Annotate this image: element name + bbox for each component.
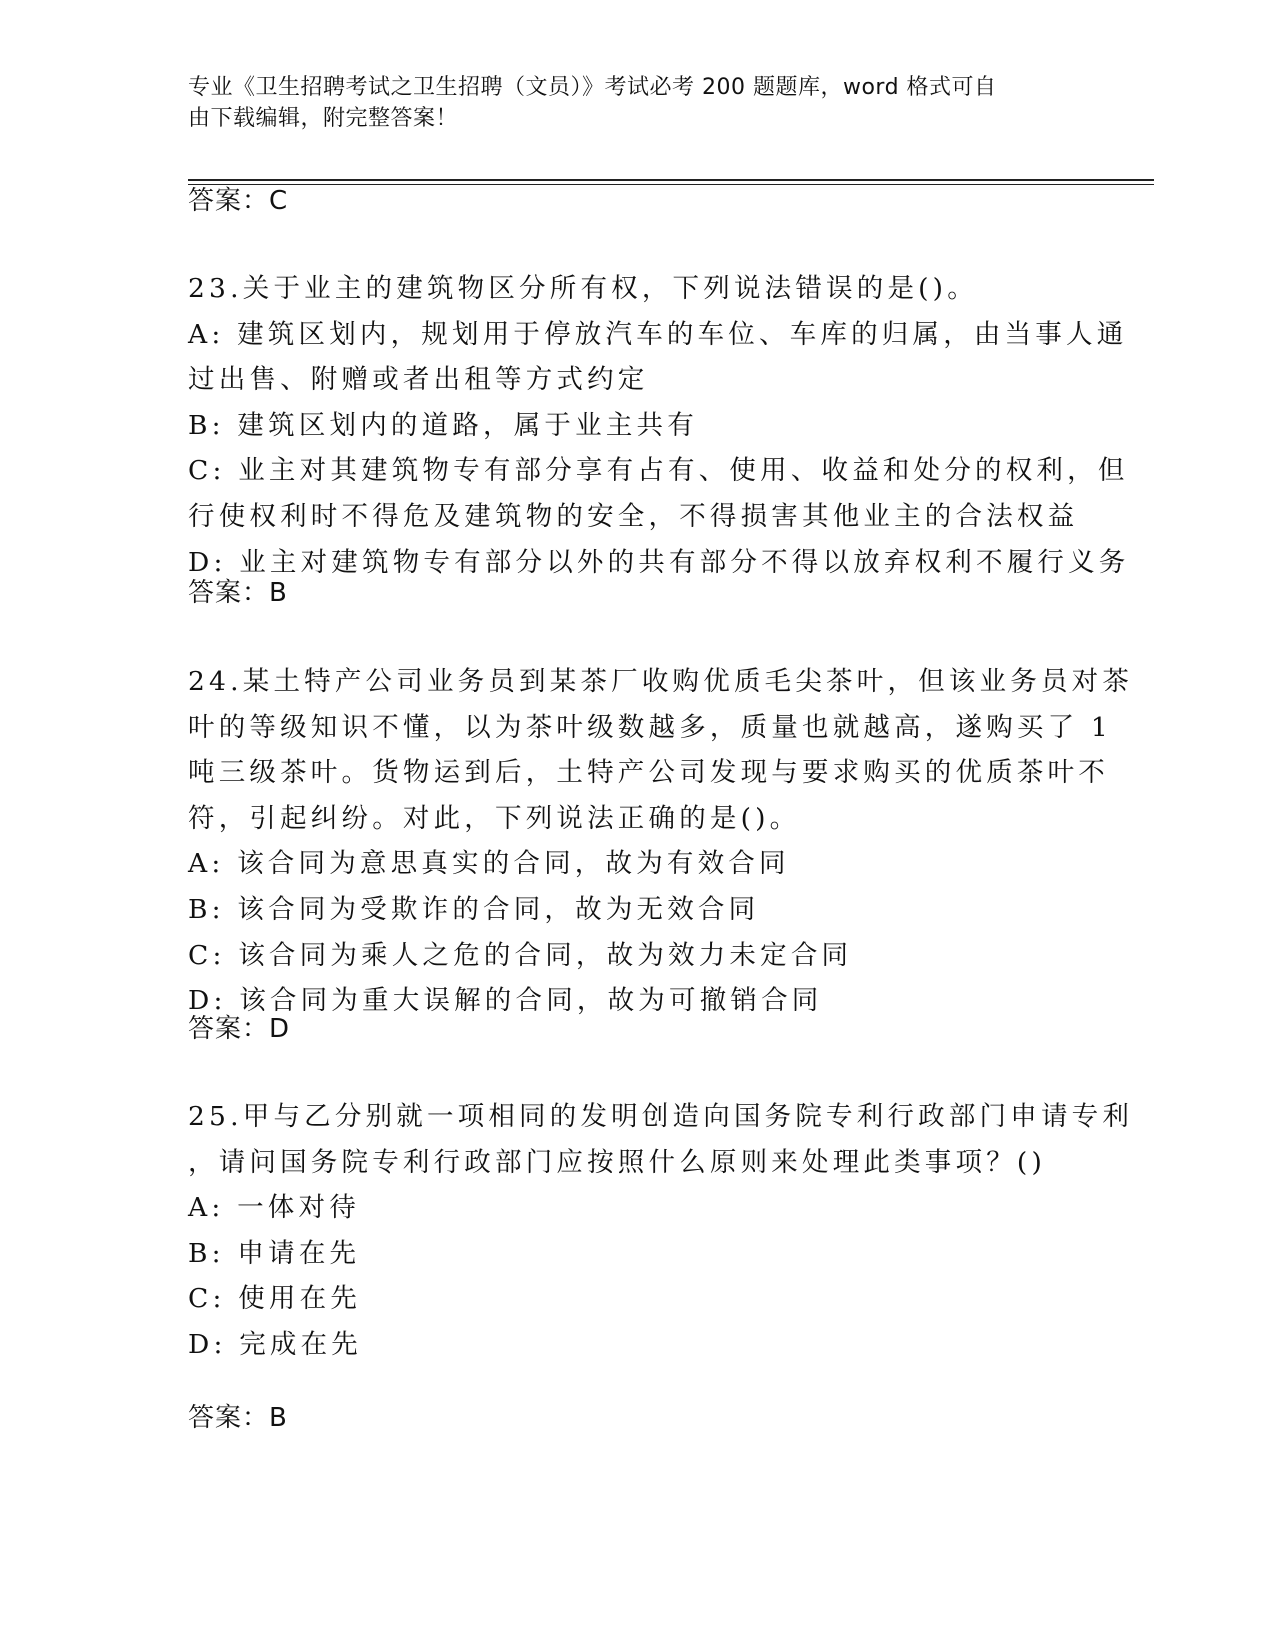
answer-value: C (269, 186, 289, 216)
option-c: C: 业主对其建筑物专有部分享有占有、使用、收益和处分的权利，但 行使权利时不得危及建筑物的安全，不得损害其他业主的合法权益 (188, 455, 1129, 532)
option-c: C: 该合同为乘人之危的合同，故为效力未定合同 (188, 939, 853, 971)
answer-value: D (269, 1014, 291, 1044)
option-d: D: 完成在先 (188, 1328, 362, 1360)
option-d: D: 业主对建筑物专有部分以外的共有部分不得以放弃权利不履行义务 (188, 546, 1130, 578)
question-stem-line: 符，引起纠纷。对此，下列说法正确的是()。 (188, 802, 801, 834)
answer-23 (188, 576, 288, 610)
answer-24 (188, 1012, 290, 1046)
question-24 (188, 659, 1134, 1024)
option-d: D: 该合同为重大误解的合同，故为可撤销合同 (188, 985, 823, 1017)
question-25 (188, 1094, 1134, 1368)
option-b: B: 建筑区划内的道路，属于业主共有 (188, 409, 698, 441)
question-stem-line: ，请问国务院专利行政部门应按照什么原则来处理此类事项？() (188, 1146, 1046, 1178)
answer-25 (188, 1401, 288, 1435)
header-line-2: 由下载编辑，附完整答案！ (188, 106, 459, 131)
question-stem: 23.关于业主的建筑物区分所有权，下列说法错误的是()。 (188, 273, 978, 304)
header-rule-thin (188, 184, 1154, 185)
answer-label: 答案： (188, 578, 270, 608)
option-b: B: 申请在先 (188, 1237, 361, 1269)
question-stem-line: 24.某土特产公司业务员到某茶厂收购优质毛尖茶叶，但该业务员对茶 (188, 666, 1134, 697)
answer-value: B (269, 1403, 288, 1433)
header-line-1: 专业《卫生招聘考试之卫生招聘（文员）》考试必考 200 题题库，word 格式可自 (188, 75, 997, 100)
header-rule-thick (188, 179, 1154, 181)
answer-label: 答案： (188, 186, 270, 216)
option-a: A: 建筑区划内，规划用于停放汽车的车位、车库的归属，由当事人通 过出售、附赠或者出租等方式约定 (188, 318, 1128, 396)
option-a: A: 一体对待 (188, 1192, 360, 1224)
option-a: A: 该合同为意思真实的合同，故为有效合同 (188, 848, 790, 880)
question-stem-line: 吨三级茶叶。货物运到后，土特产公司发现与要求购买的优质茶叶不 (188, 757, 1109, 789)
option-c: C: 使用在先 (188, 1283, 362, 1315)
answer-value: B (269, 578, 288, 608)
page-header (188, 72, 1078, 134)
question-23 (188, 266, 1130, 585)
answer-label: 答案： (188, 1403, 270, 1433)
question-stem-line: 25.甲与乙分别就一项相同的发明创造向国务院专利行政部门申请专利 (188, 1101, 1134, 1132)
question-stem-line: 叶的等级知识不懂，以为茶叶级数越多，质量也就越高，遂购买了 1 (188, 711, 1112, 743)
answer-label: 答案： (188, 1014, 270, 1044)
previous-answer (188, 184, 288, 218)
option-b: B: 该合同为受欺诈的合同，故为无效合同 (188, 893, 760, 925)
